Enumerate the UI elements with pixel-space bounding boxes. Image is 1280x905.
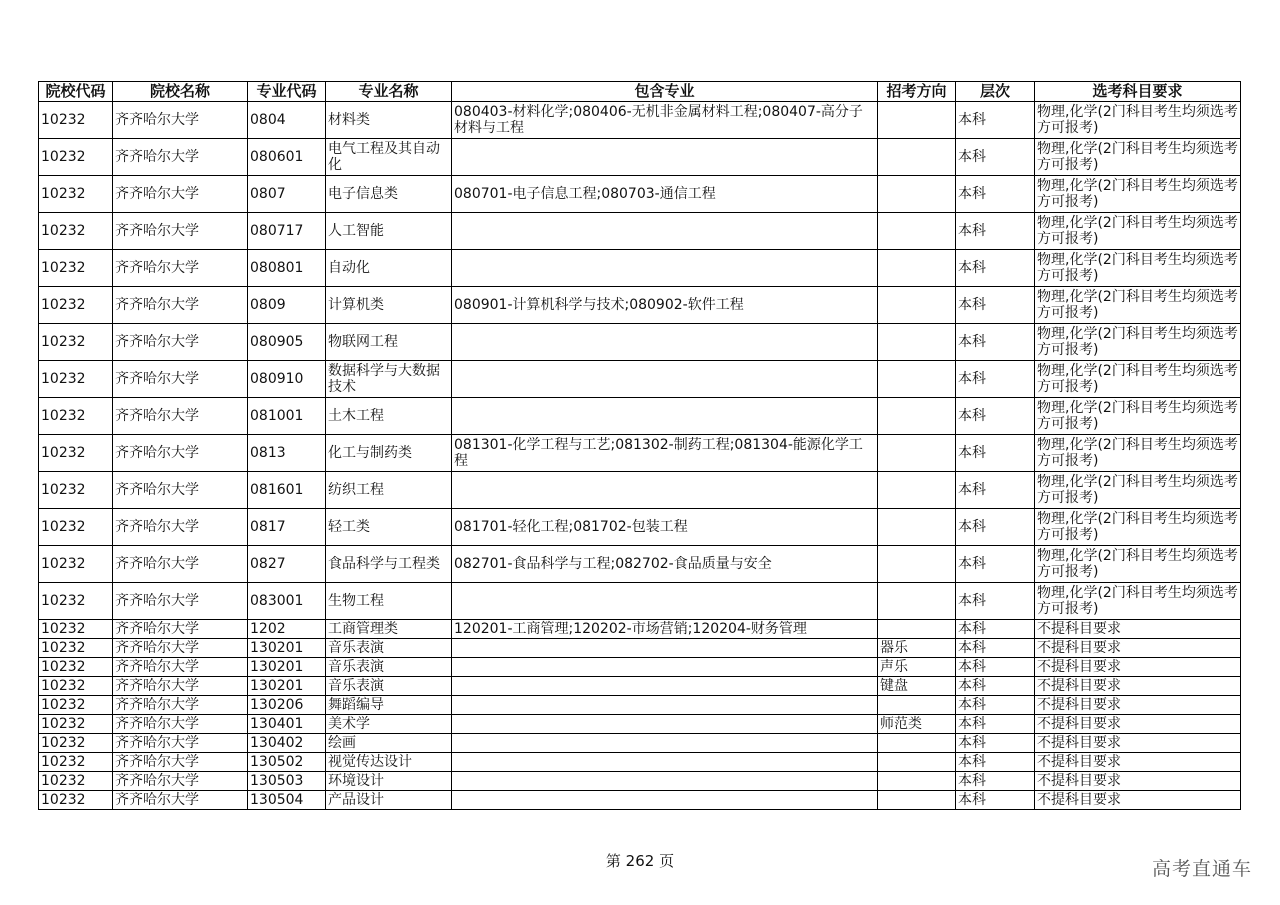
cell-level: 本科 bbox=[956, 791, 1035, 810]
cell-major-name: 电气工程及其自动化 bbox=[326, 139, 452, 176]
cell-included-majors bbox=[452, 213, 878, 250]
cell-included-majors bbox=[452, 472, 878, 509]
cell-subject-requirement: 物理,化学(2门科目考生均须选考方可报考) bbox=[1035, 287, 1241, 324]
cell-major-name: 视觉传达设计 bbox=[326, 753, 452, 772]
cell-school-code: 10232 bbox=[39, 213, 113, 250]
table-row bbox=[39, 546, 1241, 583]
cell-school-code: 10232 bbox=[39, 677, 113, 696]
cell-major-code: 080801 bbox=[248, 250, 326, 287]
cell-direction bbox=[878, 696, 956, 715]
cell-school-code: 10232 bbox=[39, 509, 113, 546]
header-level: 层次 bbox=[956, 82, 1035, 102]
cell-school-code: 10232 bbox=[39, 639, 113, 658]
cell-direction bbox=[878, 250, 956, 287]
table-row bbox=[39, 639, 1241, 658]
cell-subject-requirement: 物理,化学(2门科目考生均须选考方可报考) bbox=[1035, 435, 1241, 472]
cell-school-name: 齐齐哈尔大学 bbox=[113, 472, 248, 509]
cell-level: 本科 bbox=[956, 435, 1035, 472]
cell-major-name: 纺织工程 bbox=[326, 472, 452, 509]
cell-major-name: 食品科学与工程类 bbox=[326, 546, 452, 583]
cell-major-code: 080905 bbox=[248, 324, 326, 361]
cell-major-code: 0817 bbox=[248, 509, 326, 546]
cell-school-name: 齐齐哈尔大学 bbox=[113, 324, 248, 361]
cell-included-majors: 082701-食品科学与工程;082702-食品质量与安全 bbox=[452, 546, 878, 583]
cell-direction bbox=[878, 546, 956, 583]
cell-subject-requirement: 物理,化学(2门科目考生均须选考方可报考) bbox=[1035, 361, 1241, 398]
cell-school-code: 10232 bbox=[39, 753, 113, 772]
cell-major-code: 0804 bbox=[248, 102, 326, 139]
table-row bbox=[39, 398, 1241, 435]
table-row bbox=[39, 213, 1241, 250]
cell-subject-requirement: 物理,化学(2门科目考生均须选考方可报考) bbox=[1035, 250, 1241, 287]
cell-direction bbox=[878, 102, 956, 139]
cell-major-code: 130502 bbox=[248, 753, 326, 772]
cell-school-name: 齐齐哈尔大学 bbox=[113, 696, 248, 715]
cell-subject-requirement: 不提科目要求 bbox=[1035, 715, 1241, 734]
cell-direction bbox=[878, 734, 956, 753]
cell-level: 本科 bbox=[956, 696, 1035, 715]
cell-subject-requirement: 不提科目要求 bbox=[1035, 639, 1241, 658]
cell-level: 本科 bbox=[956, 620, 1035, 639]
cell-level: 本科 bbox=[956, 250, 1035, 287]
cell-included-majors bbox=[452, 639, 878, 658]
cell-school-name: 齐齐哈尔大学 bbox=[113, 734, 248, 753]
cell-subject-requirement: 物理,化学(2门科目考生均须选考方可报考) bbox=[1035, 102, 1241, 139]
cell-subject-requirement: 物理,化学(2门科目考生均须选考方可报考) bbox=[1035, 546, 1241, 583]
cell-major-name: 工商管理类 bbox=[326, 620, 452, 639]
cell-level: 本科 bbox=[956, 102, 1035, 139]
cell-major-code: 130206 bbox=[248, 696, 326, 715]
cell-major-name: 材料类 bbox=[326, 102, 452, 139]
header-subject-requirement: 选考科目要求 bbox=[1035, 82, 1241, 102]
cell-school-name: 齐齐哈尔大学 bbox=[113, 546, 248, 583]
table-row bbox=[39, 658, 1241, 677]
cell-level: 本科 bbox=[956, 753, 1035, 772]
cell-school-code: 10232 bbox=[39, 324, 113, 361]
header-school-code: 院校代码 bbox=[39, 82, 113, 102]
cell-included-majors bbox=[452, 734, 878, 753]
cell-school-name: 齐齐哈尔大学 bbox=[113, 213, 248, 250]
cell-major-code: 083001 bbox=[248, 583, 326, 620]
cell-school-code: 10232 bbox=[39, 435, 113, 472]
table-row bbox=[39, 772, 1241, 791]
cell-level: 本科 bbox=[956, 139, 1035, 176]
cell-school-name: 齐齐哈尔大学 bbox=[113, 620, 248, 639]
cell-subject-requirement: 物理,化学(2门科目考生均须选考方可报考) bbox=[1035, 398, 1241, 435]
cell-school-code: 10232 bbox=[39, 791, 113, 810]
table-row bbox=[39, 734, 1241, 753]
cell-school-code: 10232 bbox=[39, 139, 113, 176]
cell-major-code: 0807 bbox=[248, 176, 326, 213]
cell-school-code: 10232 bbox=[39, 287, 113, 324]
cell-direction: 声乐 bbox=[878, 658, 956, 677]
cell-direction bbox=[878, 398, 956, 435]
cell-school-name: 齐齐哈尔大学 bbox=[113, 361, 248, 398]
cell-major-name: 美术学 bbox=[326, 715, 452, 734]
cell-school-code: 10232 bbox=[39, 176, 113, 213]
cell-subject-requirement: 不提科目要求 bbox=[1035, 753, 1241, 772]
cell-level: 本科 bbox=[956, 324, 1035, 361]
cell-direction bbox=[878, 620, 956, 639]
cell-included-majors: 081701-轻化工程;081702-包装工程 bbox=[452, 509, 878, 546]
cell-major-code: 0827 bbox=[248, 546, 326, 583]
table-row bbox=[39, 472, 1241, 509]
cell-major-name: 生物工程 bbox=[326, 583, 452, 620]
cell-level: 本科 bbox=[956, 472, 1035, 509]
cell-school-name: 齐齐哈尔大学 bbox=[113, 583, 248, 620]
cell-school-code: 10232 bbox=[39, 102, 113, 139]
cell-school-name: 齐齐哈尔大学 bbox=[113, 287, 248, 324]
cell-major-name: 计算机类 bbox=[326, 287, 452, 324]
cell-level: 本科 bbox=[956, 509, 1035, 546]
cell-direction bbox=[878, 213, 956, 250]
cell-school-name: 齐齐哈尔大学 bbox=[113, 250, 248, 287]
cell-level: 本科 bbox=[956, 658, 1035, 677]
cell-direction bbox=[878, 176, 956, 213]
cell-school-name: 齐齐哈尔大学 bbox=[113, 677, 248, 696]
cell-direction bbox=[878, 435, 956, 472]
header-direction: 招考方向 bbox=[878, 82, 956, 102]
cell-subject-requirement: 物理,化学(2门科目考生均须选考方可报考) bbox=[1035, 509, 1241, 546]
cell-direction: 器乐 bbox=[878, 639, 956, 658]
cell-included-majors: 081301-化学工程与工艺;081302-制药工程;081304-能源化学工程 bbox=[452, 435, 878, 472]
cell-included-majors bbox=[452, 791, 878, 810]
cell-major-name: 土木工程 bbox=[326, 398, 452, 435]
cell-included-majors: 080901-计算机科学与技术;080902-软件工程 bbox=[452, 287, 878, 324]
cell-major-code: 081601 bbox=[248, 472, 326, 509]
cell-subject-requirement: 物理,化学(2门科目考生均须选考方可报考) bbox=[1035, 176, 1241, 213]
cell-subject-requirement: 物理,化学(2门科目考生均须选考方可报考) bbox=[1035, 472, 1241, 509]
cell-school-name: 齐齐哈尔大学 bbox=[113, 176, 248, 213]
cell-school-code: 10232 bbox=[39, 546, 113, 583]
cell-school-code: 10232 bbox=[39, 398, 113, 435]
cell-direction bbox=[878, 753, 956, 772]
cell-major-code: 130401 bbox=[248, 715, 326, 734]
cell-included-majors bbox=[452, 696, 878, 715]
cell-subject-requirement: 不提科目要求 bbox=[1035, 734, 1241, 753]
cell-direction: 师范类 bbox=[878, 715, 956, 734]
cell-included-majors bbox=[452, 250, 878, 287]
header-school-name: 院校名称 bbox=[113, 82, 248, 102]
cell-school-code: 10232 bbox=[39, 696, 113, 715]
cell-level: 本科 bbox=[956, 361, 1035, 398]
table-row bbox=[39, 139, 1241, 176]
watermark-logo: 高考直通车 bbox=[1151, 858, 1252, 880]
cell-school-name: 齐齐哈尔大学 bbox=[113, 772, 248, 791]
cell-school-code: 10232 bbox=[39, 472, 113, 509]
cell-subject-requirement: 不提科目要求 bbox=[1035, 620, 1241, 639]
cell-direction bbox=[878, 509, 956, 546]
cell-subject-requirement: 物理,化学(2门科目考生均须选考方可报考) bbox=[1035, 324, 1241, 361]
cell-school-name: 齐齐哈尔大学 bbox=[113, 435, 248, 472]
cell-subject-requirement: 不提科目要求 bbox=[1035, 696, 1241, 715]
cell-included-majors bbox=[452, 398, 878, 435]
cell-school-name: 齐齐哈尔大学 bbox=[113, 398, 248, 435]
cell-major-name: 舞蹈编导 bbox=[326, 696, 452, 715]
table-row bbox=[39, 361, 1241, 398]
cell-major-code: 130503 bbox=[248, 772, 326, 791]
header-major-code: 专业代码 bbox=[248, 82, 326, 102]
table-row bbox=[39, 715, 1241, 734]
cell-direction bbox=[878, 287, 956, 324]
cell-level: 本科 bbox=[956, 176, 1035, 213]
cell-school-code: 10232 bbox=[39, 658, 113, 677]
cell-included-majors: 080403-材料化学;080406-无机非金属材料工程;080407-高分子材料与工程 bbox=[452, 102, 878, 139]
cell-major-name: 自动化 bbox=[326, 250, 452, 287]
cell-direction bbox=[878, 361, 956, 398]
table-header-row bbox=[39, 82, 1241, 102]
cell-subject-requirement: 不提科目要求 bbox=[1035, 677, 1241, 696]
cell-school-name: 齐齐哈尔大学 bbox=[113, 658, 248, 677]
cell-direction bbox=[878, 324, 956, 361]
cell-included-majors bbox=[452, 753, 878, 772]
cell-included-majors bbox=[452, 583, 878, 620]
cell-direction: 键盘 bbox=[878, 677, 956, 696]
cell-level: 本科 bbox=[956, 734, 1035, 753]
cell-school-name: 齐齐哈尔大学 bbox=[113, 639, 248, 658]
table-row bbox=[39, 620, 1241, 639]
cell-school-name: 齐齐哈尔大学 bbox=[113, 102, 248, 139]
cell-included-majors bbox=[452, 139, 878, 176]
table-row bbox=[39, 791, 1241, 810]
cell-major-name: 人工智能 bbox=[326, 213, 452, 250]
cell-level: 本科 bbox=[956, 677, 1035, 696]
cell-school-code: 10232 bbox=[39, 250, 113, 287]
cell-major-code: 0809 bbox=[248, 287, 326, 324]
cell-school-name: 齐齐哈尔大学 bbox=[113, 509, 248, 546]
table-row bbox=[39, 696, 1241, 715]
table-row bbox=[39, 287, 1241, 324]
cell-school-code: 10232 bbox=[39, 772, 113, 791]
table-row bbox=[39, 435, 1241, 472]
table-row bbox=[39, 753, 1241, 772]
cell-included-majors bbox=[452, 361, 878, 398]
cell-included-majors bbox=[452, 715, 878, 734]
cell-level: 本科 bbox=[956, 639, 1035, 658]
cell-major-code: 1202 bbox=[248, 620, 326, 639]
cell-direction bbox=[878, 583, 956, 620]
cell-major-name: 电子信息类 bbox=[326, 176, 452, 213]
cell-major-name: 绘画 bbox=[326, 734, 452, 753]
cell-school-name: 齐齐哈尔大学 bbox=[113, 139, 248, 176]
cell-subject-requirement: 物理,化学(2门科目考生均须选考方可报考) bbox=[1035, 213, 1241, 250]
table-row bbox=[39, 324, 1241, 361]
cell-level: 本科 bbox=[956, 398, 1035, 435]
cell-direction bbox=[878, 791, 956, 810]
cell-included-majors bbox=[452, 677, 878, 696]
cell-school-code: 10232 bbox=[39, 734, 113, 753]
cell-major-code: 080717 bbox=[248, 213, 326, 250]
cell-level: 本科 bbox=[956, 715, 1035, 734]
cell-major-name: 音乐表演 bbox=[326, 658, 452, 677]
cell-level: 本科 bbox=[956, 287, 1035, 324]
table-row bbox=[39, 583, 1241, 620]
cell-major-name: 音乐表演 bbox=[326, 639, 452, 658]
cell-major-code: 0813 bbox=[248, 435, 326, 472]
cell-subject-requirement: 不提科目要求 bbox=[1035, 791, 1241, 810]
cell-major-code: 130201 bbox=[248, 677, 326, 696]
cell-major-name: 轻工类 bbox=[326, 509, 452, 546]
cell-major-code: 080601 bbox=[248, 139, 326, 176]
cell-level: 本科 bbox=[956, 213, 1035, 250]
table-row bbox=[39, 509, 1241, 546]
cell-major-name: 数据科学与大数据技术 bbox=[326, 361, 452, 398]
table-row bbox=[39, 102, 1241, 139]
cell-school-name: 齐齐哈尔大学 bbox=[113, 791, 248, 810]
cell-level: 本科 bbox=[956, 772, 1035, 791]
header-major-name: 专业名称 bbox=[326, 82, 452, 102]
cell-included-majors bbox=[452, 772, 878, 791]
cell-major-code: 130201 bbox=[248, 639, 326, 658]
cell-major-code: 081001 bbox=[248, 398, 326, 435]
cell-major-code: 080910 bbox=[248, 361, 326, 398]
table-row bbox=[39, 677, 1241, 696]
cell-school-name: 齐齐哈尔大学 bbox=[113, 753, 248, 772]
cell-direction bbox=[878, 139, 956, 176]
page-number: 第 262 页 bbox=[605, 852, 675, 870]
cell-school-code: 10232 bbox=[39, 361, 113, 398]
cell-included-majors bbox=[452, 324, 878, 361]
cell-school-code: 10232 bbox=[39, 620, 113, 639]
cell-major-name: 音乐表演 bbox=[326, 677, 452, 696]
cell-school-code: 10232 bbox=[39, 715, 113, 734]
cell-major-code: 130201 bbox=[248, 658, 326, 677]
cell-included-majors: 080701-电子信息工程;080703-通信工程 bbox=[452, 176, 878, 213]
cell-major-name: 物联网工程 bbox=[326, 324, 452, 361]
cell-direction bbox=[878, 772, 956, 791]
cell-included-majors: 120201-工商管理;120202-市场营销;120204-财务管理 bbox=[452, 620, 878, 639]
table-row bbox=[39, 250, 1241, 287]
cell-included-majors bbox=[452, 658, 878, 677]
admissions-table bbox=[38, 81, 1241, 810]
cell-subject-requirement: 物理,化学(2门科目考生均须选考方可报考) bbox=[1035, 139, 1241, 176]
cell-major-name: 环境设计 bbox=[326, 772, 452, 791]
cell-school-code: 10232 bbox=[39, 583, 113, 620]
cell-major-name: 化工与制药类 bbox=[326, 435, 452, 472]
header-included-majors: 包含专业 bbox=[452, 82, 878, 102]
table-row bbox=[39, 176, 1241, 213]
cell-subject-requirement: 不提科目要求 bbox=[1035, 772, 1241, 791]
cell-school-name: 齐齐哈尔大学 bbox=[113, 715, 248, 734]
cell-level: 本科 bbox=[956, 546, 1035, 583]
cell-major-name: 产品设计 bbox=[326, 791, 452, 810]
cell-major-code: 130402 bbox=[248, 734, 326, 753]
cell-direction bbox=[878, 472, 956, 509]
cell-major-code: 130504 bbox=[248, 791, 326, 810]
cell-level: 本科 bbox=[956, 583, 1035, 620]
cell-subject-requirement: 不提科目要求 bbox=[1035, 658, 1241, 677]
cell-subject-requirement: 物理,化学(2门科目考生均须选考方可报考) bbox=[1035, 583, 1241, 620]
